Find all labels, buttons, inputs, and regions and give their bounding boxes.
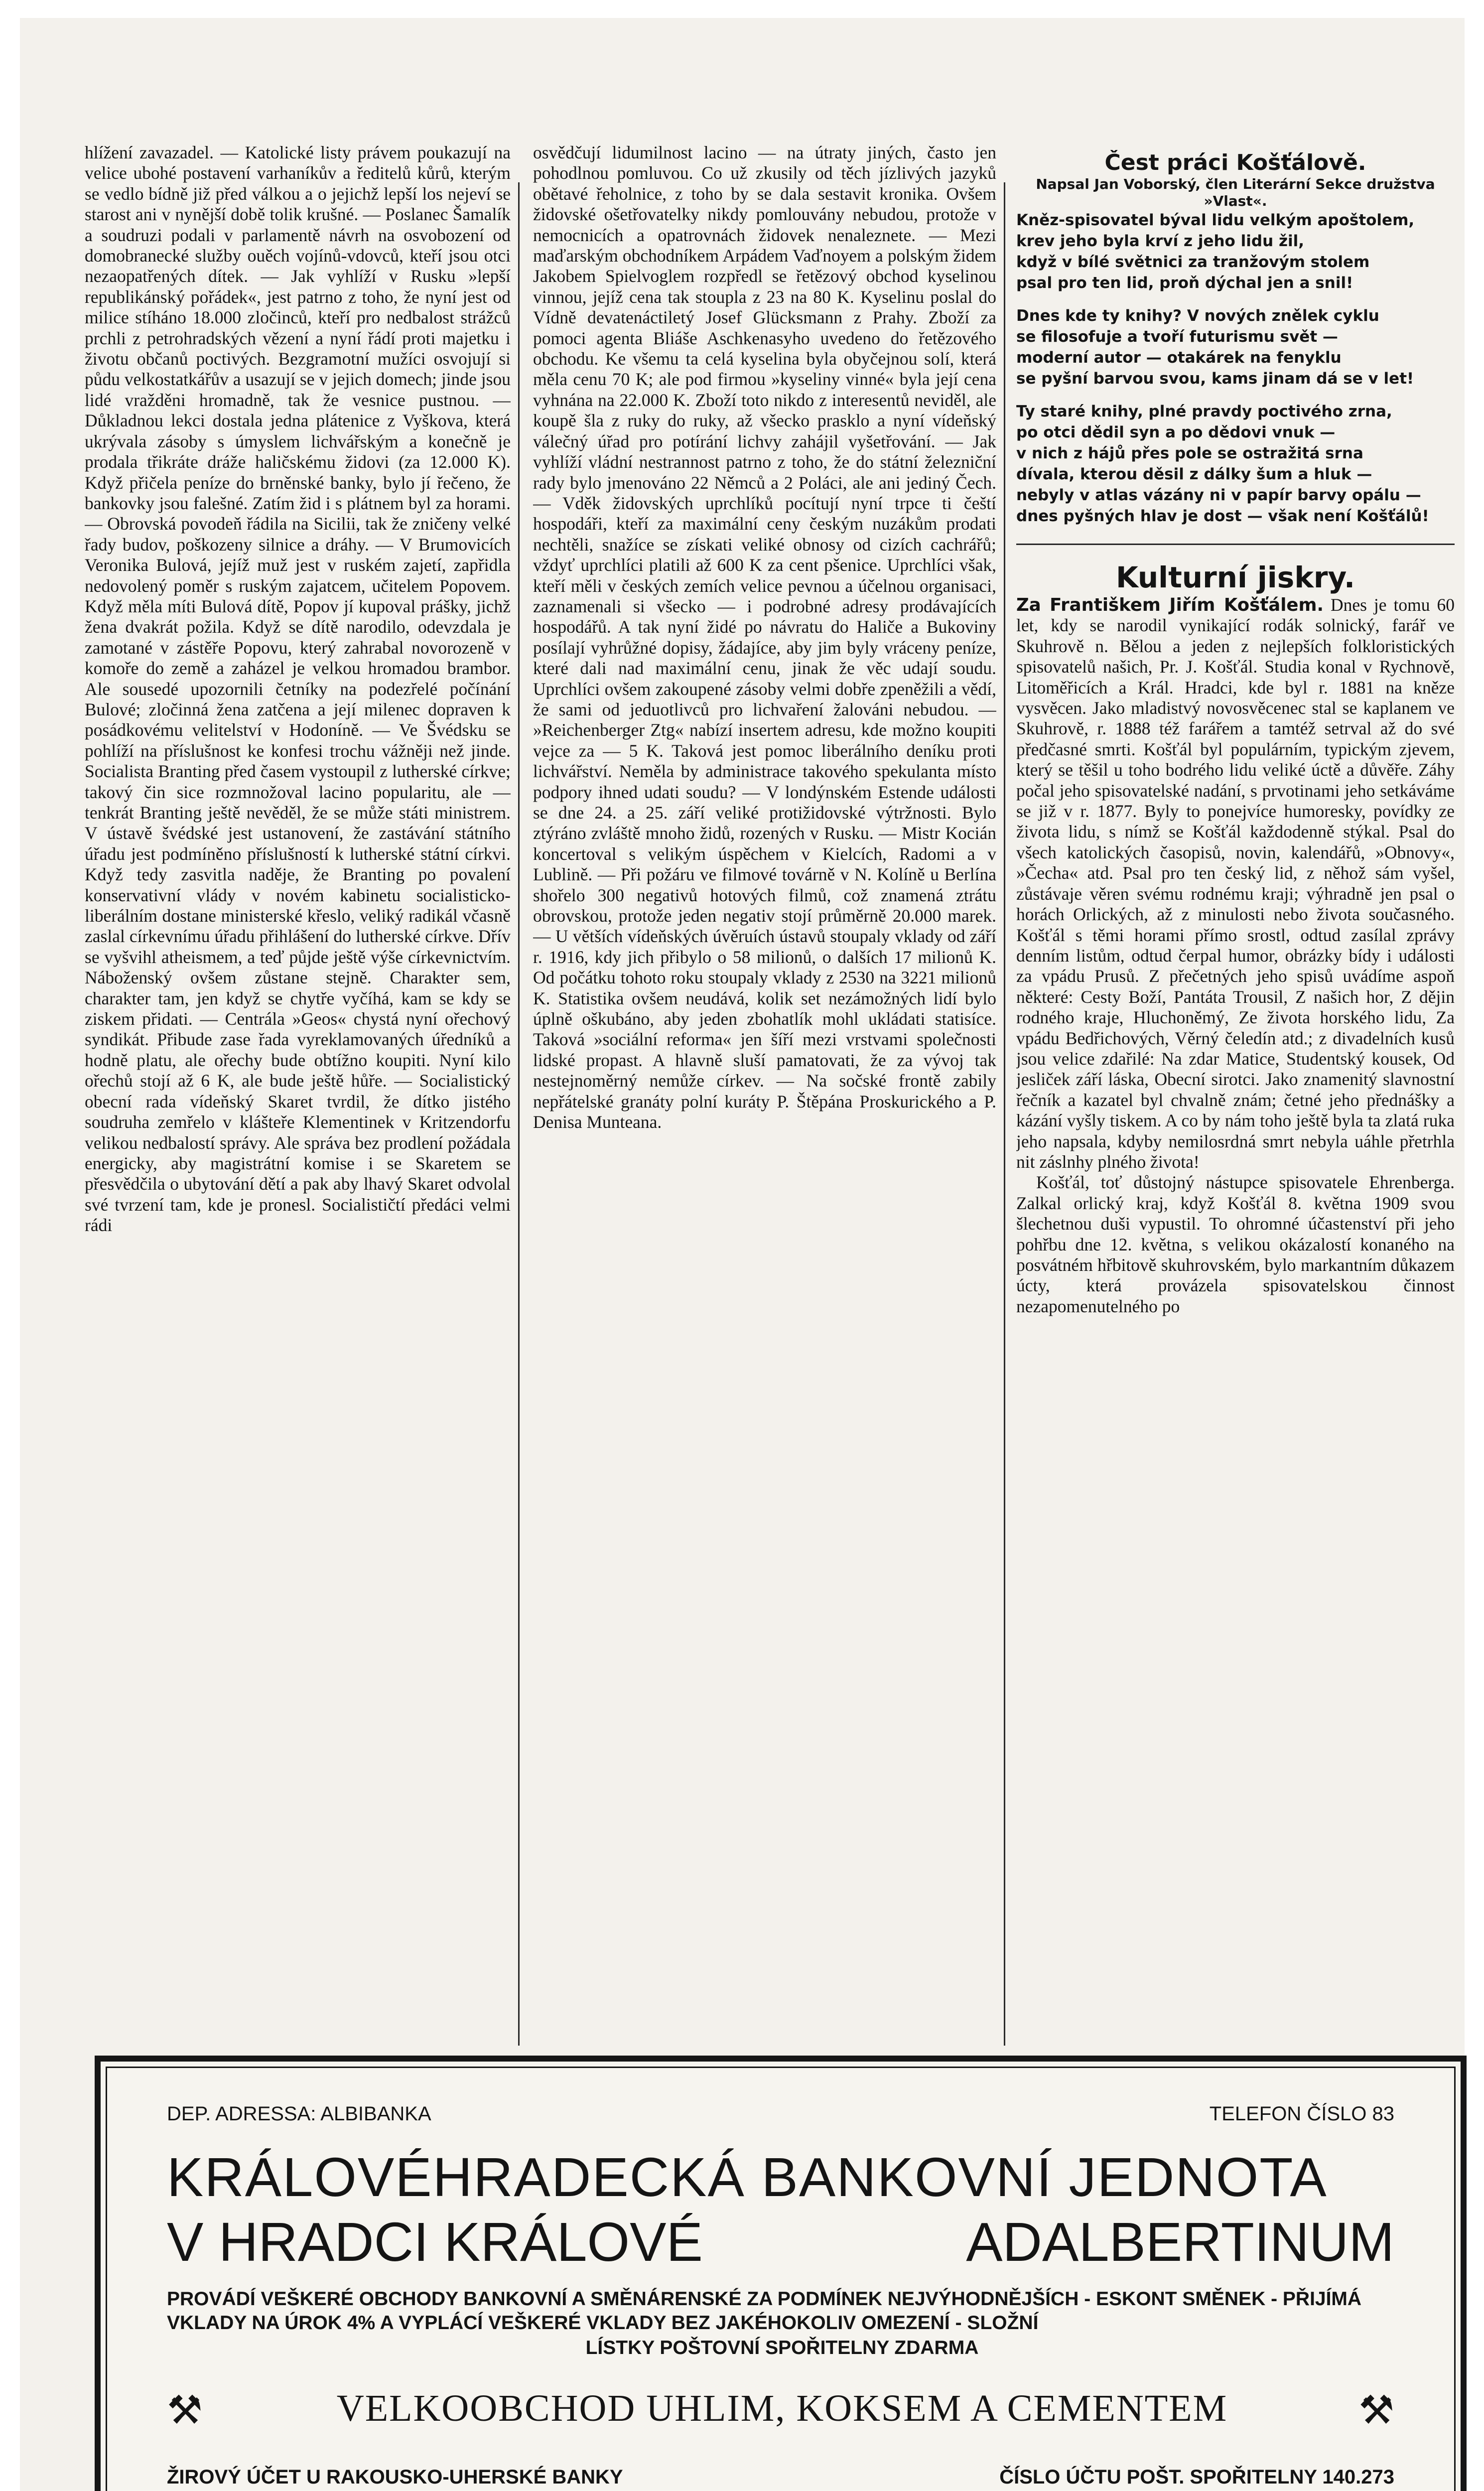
section-title: Kulturní jiskry. bbox=[1115, 560, 1355, 594]
poem-line: se pyšní barvou svou, kams jinam dá se v let! bbox=[1016, 370, 1414, 388]
newspaper-page bbox=[20, 18, 1465, 2491]
poem-title: Čest práci Košťálově. bbox=[1104, 150, 1366, 175]
poem-line: když v bílé světnici za tranžovým stolem bbox=[1016, 253, 1370, 271]
poem-line: v nich z hájů přes pole se ostražitá srna bbox=[1016, 444, 1363, 462]
column-2 bbox=[533, 142, 996, 1986]
bank-building: ADALBERTINUM bbox=[966, 2212, 1394, 2273]
bank-advertisement bbox=[95, 2056, 1467, 2491]
poem-byline: Napsal Jan Voborský, člen Literární Sekce družstva »Vlast«. bbox=[1036, 176, 1435, 209]
column-1-text: hlížení zavazadel. — Katolické listy právem poukazují na velice ubohé postavení varhaníkův a ředitelů kůrů, kterým se vedlo bídně již před válkou a o jejichž lepší los nejeví se starost ani v nynější době tolik krušné. — Poslanec Šamalík a soudruzi podali v parlamentě návrh na osvobození od domobranecké služby ouěch vojínů-vdovců, kteří jsou otci nezaopatřených dítek. — Jak vyhlíží v Rusku »lepší republikánský pořádek«, jest patrno z toho, že nyní jest od milice stíháno 18.000 zločinců, kteří pro nedbalost strážců prchli z petrohradských vězení a nyní řádí proti majetku i životu občanů poctivých. Bezgramotní mužíci osvojují si půdu velkostatkářův a usazují se v jejich domech; jinde jsou lidé vražděni hromadně, tak že vesnice pustnou. — Důkladnou lekci dostala jedna plátenice z Vyškova, která ukrývala zásoby s úmyslem lichvářským a konečně je prodala třikráte dráže haličskému židovi (za 12.000 K). Když přičela peníze do brněnské banky, bylo jí řečeno, že bankovky jsou falešné. Zatím žid i s plátnem byl za horami. — Obrovská povodeň řádila na Sicilii, tak že zničeny velké řady budov, poškozeny silnice a dráhy. — V Brumovicích Veronika Bulová, jejíž muž jest v ruském zajetí, zapřidla nedovolený poměr s ruským zajatcem, učitelem Popovem. Když měla míti Bulová dítě, Popov jí kupoval prášky, jichž žena dvakrát požila. Když se dítě narodilo, odevzdala je zamotané v zástěře Popovu, který zahrabal novorozeně v komoře do země a zaházel je velkou hromadou brambor. Ale sousedé upozornili četníky na podezřelé počínání Bulové; zločinná žena zatčena a její milenec dopraven k posádkovému velitelství v Hodoníně. — Ve Švédsku se pohlíží na příslušnost ke konfesi trochu vážněji než jinde. Socialista Branting před časem vystoupil z lutherské církve; takový čin sice rozmnožoval lacino popularitu, ale — tenkrát Branting ještě nevěděl, že se může státi ministrem. V ústavě švédské jest ustanovení, že zastávání státního úřadu jest podmíněno příslušností k lutherské státní církvi. Když tedy zasvitla naděje, že Branting po povalení konservativní vlády v novém kabinetu socialisticko-liberálním dostane ministerské křeslo, veliký radikál včasně zaslal církevnímu úřadu přihlášení do lutherské církve. Dřív se vyšvihl atheismem, a teď půjde ještě výše církevnictvím. Náboženský ovšem zůstane stejně. Charakter sem, charakter tam, jen když se chytře vyčíhá, kam se kdy se ziskem přidati. — Centrála »Geos« chystá nyní ořechový syndikát. Přibude zase řada vyreklamovaných úředníků a hodně platu, ale ořechy bude obtížno koupiti. Nyní kilo ořechů stojí až 6 K, ale bude ještě hůře. — Socialistický obecní rada vídeňský Skaret tvrdil, že dítko jistého soudruha zemřelo v klášteře Klementinek v Kritzendorfu velikou nedbalostí správy. Ale správa bez prodlení požádala energicky, aby magistrátní komise i se Skaretem se přesvědčila o ubytování dětí a pak aby lhavý Skaret odvolal své tvrzení tam, kde je pronesl. Socialističtí předáci velmi rádi bbox=[85, 142, 511, 1236]
telegraph-address: DEP. ADRESSA: ALBIBANKA bbox=[167, 2103, 431, 2125]
poem-stanza-1 bbox=[1016, 210, 1455, 293]
article-text: Dnes je tomu 60 let, kdy se narodil vynikající rodák solnický, farář ve Skuhrově n. Bělou a jeden z nejlepších folkloristických spisovatelů našich, Pr. J. Košťál. Studia konal v Rychnově, Litoměřicích a Král. Hradci, kde byl r. 1881 na kněze vysvěcen. Jako mladistvý novosvěcenec stal se kaplanem ve Skuhrově, r. 1888 též farářem a tamtéž setrval až do své předčasné smrti. Košťál byl populárním, typickým zjevem, který se těšil u toho bodrého lidu veliké úctě a důvěře. Záhy počal jeho spisovatelské nadání, s prvotinami jeho setkáváme se již v r. 1877. Byly to ponejvíce humoresky, povídky ze života lidu, s nímž se Košťál každodenně stýkal. Psal do všech katolických časopisů, novin, kalendářů, »Obnovy«, »Čecha« atd. Psal pro ten český lid, z něhož sám vyšel, zůstávaje věren svému rodnému kraji; výhradně jen psal o horách Orlických, až z minulosti nebo života současného. Košťál s těmi horami přímo srostl, odtud zasílal zprávy denním listům, odtud čerpal humor, obrázky bídy i události za vpádu Prusů. Z přečetných jeho spisů uvádíme aspoň některé: Cesty Boží, Pantáta Trousil, Z našich hor, Z dějin rodného kraje, Hluchoněmý, Ze života horského lidu, Za vpádu Bedřichových, Věrný čeledín atd.; z divadelních kusů jsou velice zdařilé: Na zdar Matice, Studentský kousek, Od jesliček září láska, Obecní sirotci. Jako znamenitý slavnostní řečník a kazatel byl chvalně znám; četné jeho přednášky a kázání vyšly tiskem. A co by nám toho ještě byla ta zlatá ruka jeho napsala, kdyby nemilosrdná smrt nebyla uáhle přetrhla nit záslnhy plného života! bbox=[1016, 595, 1455, 1172]
poem-line: po otci dědil syn a po dědovi vnuk — bbox=[1016, 423, 1336, 441]
poem-line: krev jeho byla krví z jeho lidu žil, bbox=[1016, 232, 1305, 250]
poem-line: Ty staré knihy, plné pravdy poctivého zrna, bbox=[1016, 403, 1392, 420]
poem-stanza-3 bbox=[1016, 401, 1455, 527]
bank-services-2: LÍSTKY POŠTOVNÍ SPOŘITELNY ZDARMA bbox=[585, 2337, 979, 2358]
bank-city: V HRADCI KRÁLOVÉ bbox=[167, 2212, 703, 2273]
hammer-pick-icon: ⚒ bbox=[167, 2388, 203, 2432]
column-rule-2 bbox=[1004, 182, 1005, 2046]
wholesale-line: VELKOOBCHOD UHLIM, KOKSEM A CEMENTEM bbox=[336, 2387, 1228, 2429]
column-1 bbox=[85, 142, 511, 1986]
telephone-number: TELEFON ČÍSLO 83 bbox=[1209, 2103, 1394, 2125]
column-3 bbox=[1016, 150, 1455, 2023]
poem-line: dívala, kterou děsil z dálky šum a hluk — bbox=[1016, 465, 1372, 483]
poem bbox=[1016, 210, 1455, 527]
article-paragraph-1 bbox=[1016, 595, 1455, 1172]
giro-account: ŽIROVÝ ÚČET U RAKOUSKO-UHERSKÉ BANKY bbox=[167, 2466, 623, 2488]
poem-line: se filosofuje a tvoří futurismu svět — bbox=[1016, 328, 1338, 346]
advertisement-inner-border bbox=[106, 2067, 1456, 2491]
column-2-text: osvědčují lidumilnost lacino — na útraty jiných, často jen pohodlnou pomluvou. Co už zkusily od těch jízlivých jazyků obětavé řeholnice, z toho by se dala sestavit kronika. Ovšem židovské ošetřovatelky nikdy pomlouvány nebudou, protože v nemocnicích a opatrovnách židovek nenaleznete. — Mezi maďarským obchodníkem Arpádem Vaďnoyem a polským židem Jakobem Spielvoglem rozpředl se řetězový obchod kyselinou vinnou, jejíž cena tak stoupla z 23 na 80 K. Kyselinu poslal do Vídně devatenáctiletý Josef Glücksmann z Prahy. Zboží za pomoci agenta Bliáše Aschkenasyho uvedeno do řetězového obchodu. Ke všemu ta celá kyselina byla obyčejnou solí, která měla cenu 70 K; ale pod firmou »kyseliny vinné« byla její cena vyhnána na 22.000 K. Zboží toto nikdo z interesentů neviděl, ale koupě šla z ruky do ruky, až všecko prasklo a nyní vídeňský válečný úřad pro potírání lichvy zahájil vyšetřování. — Jak vyhlíží vládní nestrannost patrno z toho, že do státní železniční rady bylo jmenováno 22 Němců a 2 Poláci, ale ani jediný Čech. — Vděk židovských uprchlíků pocítují nyní trpce ti čeští hospodáři, kteří za maximální ceny českým nuzákům prodati nechtěli, snažíce se získati veliké obnosy od cizích cachrářů; vždyť uprchlíci platili až 600 K za cent pšenice. Uprchlíci však, kteří měli v českých zemích velice pevnou a účelnou organisaci, zaznamenali si všecko — i podrobné adresy prodávajících hospodářů. A tak nyní židé po návratu do Haliče a Bukoviny posílají vyhrůžné dopisy, žádajíce, aby jim byly vráceny peníze, které dali nad maximální cenu, jinak že věc udají soudu. Uprchlíci ovšem zakoupené zásoby velmi dobře zpeněžili a vědí, že sami od jeduotlivců pro lichvaření žalováni nebudou. — »Reichenberger Ztg« nabízí insertem adresu, kde možno koupiti vejce za — 5 K. Taková jest pomoc liberálního deníku proti lichvářství. Neměla by administrace takového spekulanta místo podpory ihned udati soudu? — V londýnském Estende události se dne 24. a 25. září veliké protižidovské výtržnosti. Bylo ztýráno zvláště mnoho židů, rozených v Rusku. — Mistr Kocián koncertoval s velikým úspěchem v Kielcích, Radomi a v Lublině. — Při požáru ve filmové továrně v N. Kolíně u Berlína shořelo 300 negativů hotových filmů, což znamená ztrátu obrovskou, protože jeden negativ stojí průměrně 20.000 marek. — U větších vídeňských úvěruích ústavů stoupaly vklady od září r. 1916, kdy jich přibylo o 58 milionů, o dalších 17 milionů K. Od počátku tohoto roku stoupaly vklady z 2530 na 3221 milionů K. Statistika ovšem neudává, kolik set nezámožných lidí bylo úplně oškubáno, aby jeden zbohatlík mohl ukládati statisíce. Taková »sociální reforma« jen šíří mezi vrstvami společnosti lidské propast. A hlavně sluší pamatovati, že za vývoj tak nestejnoměrný nemůže církev. — Na sočské frontě zabily nepřátelské granáty polní kuráty P. Štěpána Proskurického a P. Denisa Munteana. bbox=[533, 142, 996, 1132]
article-lead-in: Za Františkem Jiřím Košťálem. bbox=[1016, 595, 1324, 615]
section-divider bbox=[1016, 544, 1455, 545]
poem-line: Dnes kde ty knihy? V nových znělek cyklu bbox=[1016, 307, 1379, 325]
poem-line: dnes pyšných hlav je dost — však není Košťálů! bbox=[1016, 507, 1429, 525]
postal-savings-account: ČÍSLO ÚČTU POŠT. SPOŘITELNY 140.273 bbox=[999, 2466, 1394, 2488]
poem-line: Kněz-spisovatel býval lidu velkým apoštolem, bbox=[1016, 211, 1415, 229]
bank-name: KRÁLOVÉHRADECKÁ BANKOVNÍ JEDNOTA bbox=[167, 2147, 1328, 2208]
column-rule-1 bbox=[518, 182, 520, 2046]
poem-line: psal pro ten lid, proň dýchal jen a snil! bbox=[1016, 274, 1353, 292]
poem-line: nebyly v atlas vázány ni v papír barvy opálu — bbox=[1016, 486, 1421, 504]
hammer-pick-icon: ⚒ bbox=[1358, 2388, 1394, 2432]
article-paragraph-2: Košťál, toť důstojný nástupce spisovatele Ehrenberga. Zalkal orlický kraj, když Košťál 8. května 1909 svou šlechetnou duši vypustil. To ohromné účastenství při jeho pohřbu dne 12. května, s velikou okázalostí konaného na posvátném hřbitově skuhrovském, bylo markantním důkazem úcty, která provázela spisovatelskou činnost nezapomenutelného po bbox=[1016, 1172, 1455, 1316]
poem-stanza-2 bbox=[1016, 305, 1455, 389]
poem-line: moderní autor — otakárek na fenyklu bbox=[1016, 349, 1342, 367]
bank-services: PROVÁDÍ VEŠKERÉ OBCHODY BANKOVNÍ A SMĚNÁRENSKÉ ZA PODMÍNEK NEJVÝHODNĚJŠÍCH - ESKONT SMĚNEK - PŘIJÍMÁ VKLADY NA ÚROK 4% A VYPLÁCÍ VEŠKERÉ VKLADY BEZ JAKÉHOKOLIV OMEZENÍ - SLOŽNÍ bbox=[167, 2288, 1362, 2334]
